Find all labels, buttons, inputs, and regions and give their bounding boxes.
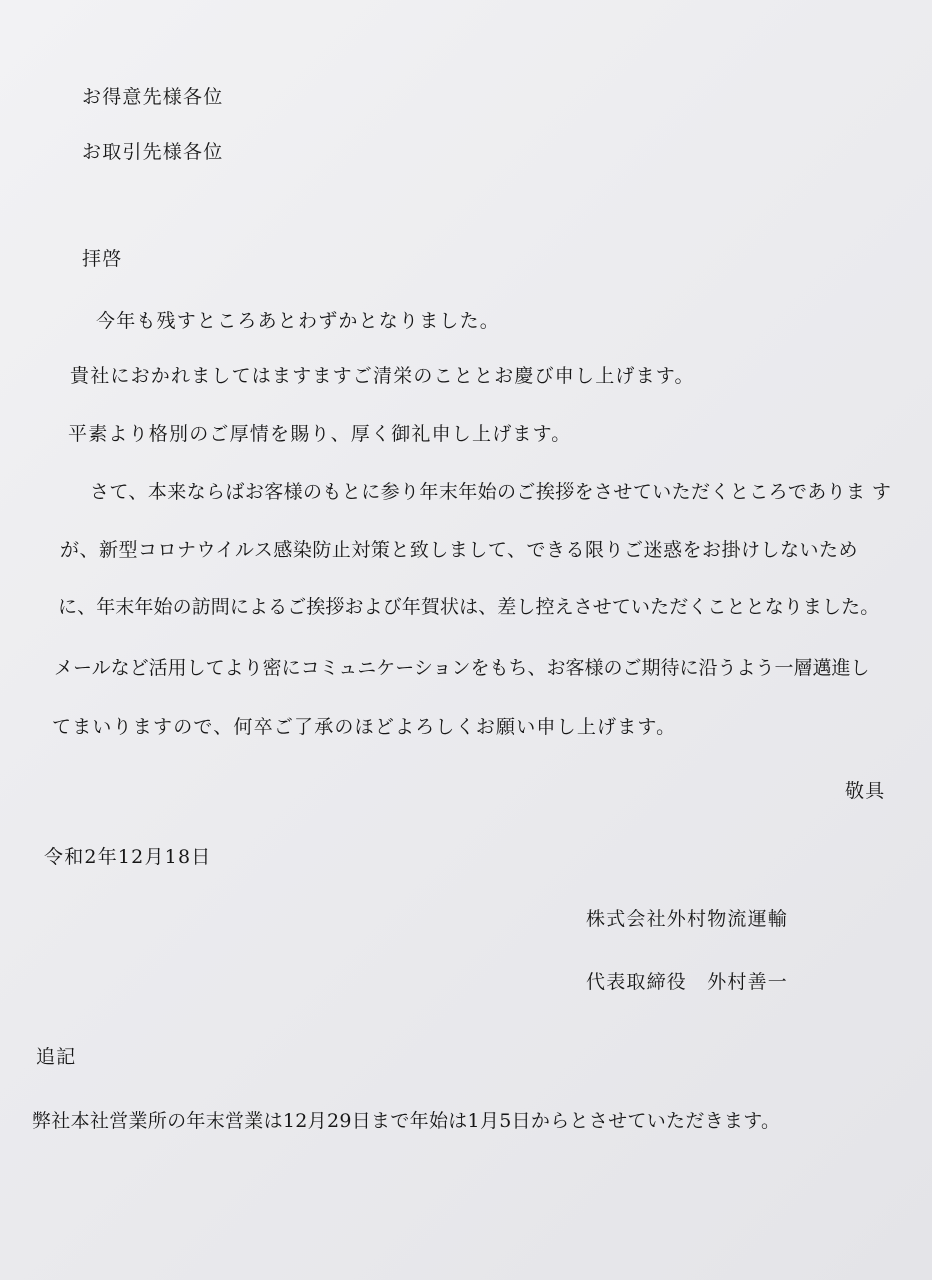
- body-line-6: に、年末年始の訪問によるご挨拶および年賀状は、差し控えさせていただくこととなりました。: [58, 596, 880, 618]
- opening-salutation: 拝啓: [82, 248, 123, 270]
- representative-name: 代表取締役 外村善一: [586, 971, 789, 993]
- addressee-partners: お取引先様各位: [82, 141, 224, 163]
- letter-date: 令和2年12月18日: [44, 846, 212, 868]
- addressee-customers: お得意先様各位: [82, 86, 224, 108]
- body-line-7: メールなど活用してより密にコミュニケーションをもち、お客様のご期待に沿うよう一層邁進し: [54, 657, 870, 679]
- postscript-text: 弊社本社営業所の年末営業は12月29日まで年始は1月5日からとさせていただきます。: [32, 1110, 781, 1132]
- body-line-4: さて、本来ならばお客様のもとに参り年末年始のご挨拶をさせていただくところでありま す: [90, 481, 892, 503]
- company-name: 株式会社外村物流運輸: [586, 908, 789, 930]
- postscript-label: 追記: [36, 1046, 77, 1068]
- body-line-8: てまいりますので、何卒ご了承のほどよろしくお願い申し上げます。: [52, 716, 677, 738]
- body-line-2: 貴社におかれましてはますますご清栄のこととお慶び申し上げます。: [70, 365, 695, 387]
- body-line-1: 今年も残すところあとわずかとなりました。: [96, 310, 501, 332]
- body-line-3: 平素より格別のご厚情を賜り、厚く御礼申し上げます。: [68, 423, 572, 445]
- closing-salutation: 敬具: [845, 780, 886, 802]
- body-line-5: が、新型コロナウイルス感染防止対策と致しまして、できる限りご迷惑をお掛けしないため: [60, 539, 858, 561]
